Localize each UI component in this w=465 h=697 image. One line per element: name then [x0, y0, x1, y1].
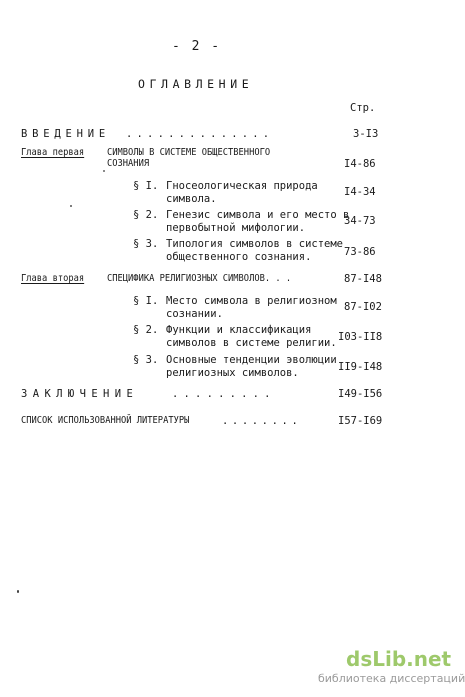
chapter-title: СПЕЦИФИКА РЕЛИГИОЗНЫХ СИМВОЛОВ. . . [107, 273, 292, 284]
section-title-line-2: сознании. [166, 308, 223, 320]
toc-page-range: 87-I48 [344, 273, 382, 285]
toc-page-range: I4-86 [344, 158, 376, 170]
scan-speck [17, 590, 19, 593]
section-title-line-2: символа. [166, 193, 217, 205]
toc-page-range: I49-I56 [338, 388, 383, 400]
page-heading: ОГЛАВЛЕНИЕ [138, 77, 254, 91]
section-title-line-1: Типология символов в системе [166, 238, 344, 250]
section-number: § 2. [133, 209, 159, 221]
chapter-label: Глава первая [21, 147, 85, 158]
toc-page-range: 34-73 [344, 215, 376, 227]
toc-page-range: II9-I48 [338, 361, 383, 373]
section-title-line-1: Функции и классификация [166, 324, 312, 336]
toc-page-range: I03-II8 [338, 331, 383, 343]
toc-label: ВВЕДЕНИЕ [21, 128, 110, 140]
chapter-title-line-1: СИМВОЛЫ В СИСТЕМЕ ОБЩЕСТВЕННОГО [107, 147, 271, 158]
chapter-label: Глава вторая [21, 273, 85, 284]
section-title-line-1: Гносеологическая природа [166, 180, 318, 192]
section-number: § 2. [133, 324, 159, 336]
watermark-logo [318, 645, 465, 690]
page-number: - 2 - [172, 39, 222, 54]
toc-label: СПИСОК ИСПОЛЬЗОВАННОЙ ЛИТЕРАТУРЫ [21, 415, 190, 426]
toc-page-range: 3-I3 [353, 128, 379, 140]
watermark-brand: dsLib.net [346, 647, 452, 671]
section-title-line-2: общественного сознания. [166, 251, 312, 263]
section-number: § 3. [133, 238, 159, 250]
section-title-line-1: Место символа в религиозном [166, 295, 337, 307]
section-number: § I. [133, 180, 159, 192]
toc-leader-dots: ........ [222, 415, 302, 427]
watermark-subtitle: библиотека диссертаций [318, 672, 465, 685]
section-number: § I. [133, 295, 159, 307]
section-number: § 3. [133, 354, 159, 366]
toc-page-range: 73-86 [344, 246, 376, 258]
toc-leader-dots: ......... [172, 388, 276, 400]
scan-speck [70, 205, 72, 207]
toc-leader-dots: .............. [126, 128, 274, 140]
page-column-label: Стр. [350, 102, 376, 114]
toc-page-range: I4-34 [344, 186, 376, 198]
chapter-title-line-2: СОЗНАНИЯ [107, 158, 150, 169]
section-title-line-2: первобытной мифологии. [166, 222, 306, 234]
section-title-line-2: религиозных символов. [166, 367, 299, 379]
section-title-line-2: символов в системе религии. [166, 337, 337, 349]
section-title-line-1: Генезис символа и его место в [166, 209, 350, 221]
toc-label: ЗАКЛЮЧЕНИЕ [21, 388, 139, 400]
toc-page-range: 87-I02 [344, 301, 382, 313]
toc-page-range: I57-I69 [338, 415, 383, 427]
section-title-line-1: Основные тенденции эволюции [166, 354, 337, 366]
scan-speck [103, 170, 105, 172]
